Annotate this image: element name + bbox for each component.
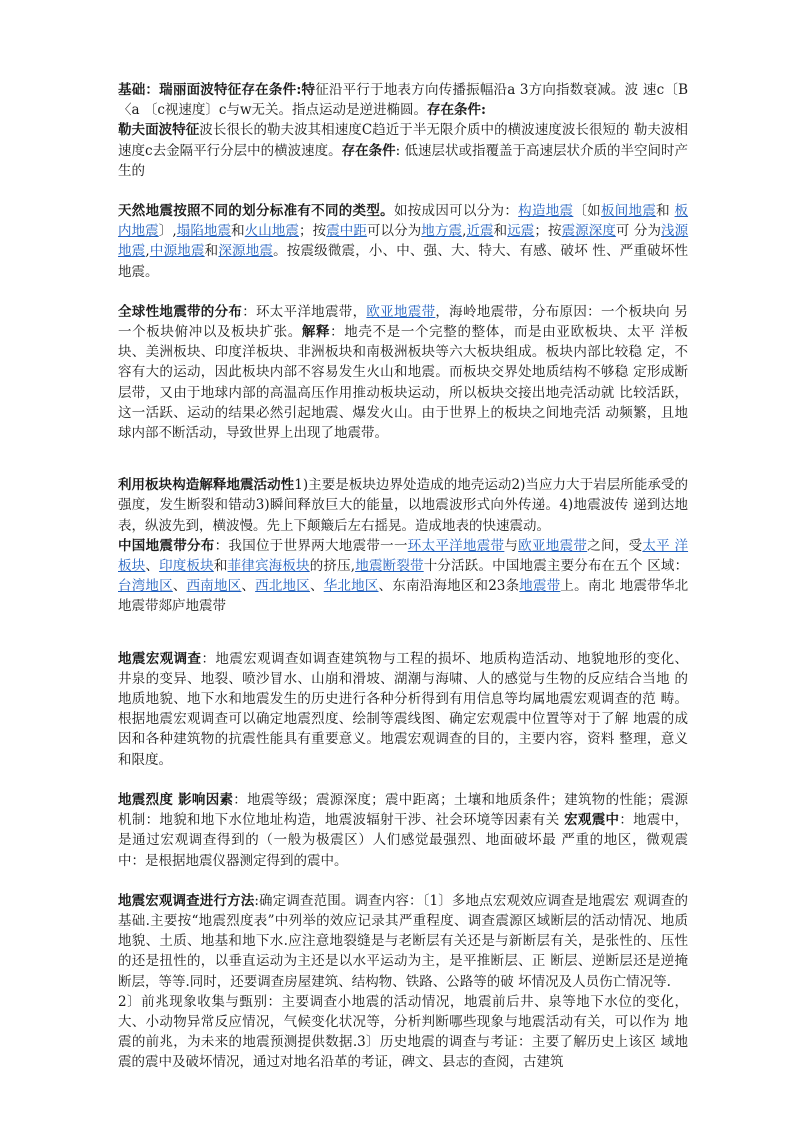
- paragraph-surface-waves: 基础：瑞丽面波特征存在条件:特征沿平行于地表方向传播振幅沿a 3方向指数衰减。波 速c〔B〈a 〔c视速度〕c与w无关。指点运动是逆进椭圆。存在条件: 勒夫面波特征波长很长的勒夫波其相速度C趋近于半无限介质中的横波速度波长很短的 勒夫波相速度c去金隔平行分层中的横波速度。存在条件: 低速层状或指覆盖于高速层状介质的半空间时产生的: [118, 82, 689, 179]
- paragraph-survey-methods: 地震宏观调查进行方法:确定调查范围。调查内容：〔1〕多地点宏观效应调查是地震宏 观调查的基础.主要按“地震烈度表”中列举的效应记录其严重程度、调查震源区域断层的活动情况、地质地貌、土质、地基和地下水.应注意地裂缝是与老断层有关还是与新断层有关，是张性的、压性的还是扭性的，以垂直运动为主还是以水平运动为主，是平推断层、正 断层、逆断层还是逆掩断层，等等.同时，还要调查房屋建筑、结构物、铁路、公路等的破 坏情况及人员伤亡情况等.: [118, 892, 688, 990]
- heading-rayleigh: 基础：瑞丽面波特征存在条件:特: [118, 82, 316, 98]
- paragraph-china-belts: 中国地震带分布：我国位于世界两大地震带一一环太平洋地震带与欧亚地震带之间，受太平 洋板块、印度板块和菲律宾海板块的挤压,地震断裂带十分活跃。中国地震主要分布在五个 区域：台湾地区、西南地区、西北地区、华北地区、东南沿海地区和23条地震带上。南北 地震带华北地震带郯庐地震带: [118, 537, 689, 615]
- link-tectonic-earthquake[interactable]: 构造地震: [518, 203, 574, 220]
- heading-plate-tectonics: 利用板块构造解释地震活动性: [118, 477, 295, 494]
- paragraph-intensity-factors: 地震烈度 影响因素：地震等级；震源深度；震中距离；土壤和地质条件；建筑物的性能；震源机制：地貌和地下水位地址构造，地震波辐射干涉、社会环境等因素有关 宏观震中：地震中，是通过宏观调查得到的（一般为极震区）人们感觉最强烈、地面破坏最 严重的地区，微观震中：是根据地震仪器测定得到的震中。: [118, 791, 689, 869]
- heading-earthquake-types: 天然地震按照不同的划分标准有不同的类型。: [118, 203, 394, 220]
- document-page: [118, 80, 688, 1073]
- paragraph-precursors: 2〕前兆现象收集与甄别：主要调查小地震的活动情况，地震前后井、泉等地下水位的变化， 大、小动物异常反应情况，气候变化状况等，分析判断哪些现象与地震活动有关，可以作为 地震的前兆，为未来的地震预测提供数据.3〕历史地震的调查与考证：主要了解历史上该区 域地震的震中及破坏情况，通过对地名沿革的考证，碑文、县志的查阅，古建筑: [118, 993, 688, 1071]
- link-seismic-belt[interactable]: 地震带: [519, 578, 561, 595]
- link-northwest-region[interactable]: 西北地区: [255, 578, 310, 595]
- link-local-earthquake[interactable]: 地方震: [421, 223, 463, 240]
- heading-macroseismic-survey: 地震宏观调查: [118, 650, 202, 667]
- link-shallow-earthquake[interactable]: 浅源地震: [118, 223, 689, 260]
- link-taiwan-region[interactable]: 台湾地区: [118, 578, 173, 595]
- link-focal-depth[interactable]: 震源深度: [561, 223, 616, 240]
- link-eurasian-belt-2[interactable]: 欧亚地震带: [518, 537, 588, 554]
- link-fault-zone[interactable]: 地震断裂带: [355, 558, 424, 575]
- link-interplate-earthquake[interactable]: 板间地震: [600, 203, 657, 220]
- link-near-earthquake[interactable]: 近震: [466, 223, 494, 240]
- link-collapse-earthquake[interactable]: 塌陷地震: [176, 223, 232, 240]
- heading-global-belts: 全球性地震带的分布: [118, 303, 243, 320]
- link-indian-plate[interactable]: 印度板块: [159, 558, 214, 575]
- link-southwest-region[interactable]: 西南地区: [186, 578, 242, 595]
- link-intraplate-earthquake[interactable]: 板内地震: [118, 203, 689, 240]
- heading-intensity-factors: 地震烈度 影响因素: [118, 791, 234, 808]
- link-distant-earthquake[interactable]: 远震: [507, 223, 535, 240]
- link-north-china-region[interactable]: 华北地区: [323, 578, 379, 595]
- heading-china-belts: 中国地震带分布: [118, 537, 215, 554]
- heading-survey-methods: 地震宏观调查进行方法: [118, 892, 255, 909]
- paragraph-plate-tectonics: 利用板块构造解释地震活动性1)主要是板块边界处造成的地壳运动2)当应力大于岩层所能承受的强度，发生断裂和错动3)瞬间释放巨大的能量，以地震波形式向外传递。4)地震波传 递到达地表，纵波先到，横波慢。先上下颠簸后左右摇晃。造成地表的快速震动。: [118, 477, 689, 534]
- heading-love: 勒夫面波特征: [118, 122, 200, 139]
- paragraph-earthquake-types: 天然地震按照不同的划分标准有不同的类型。如按成因可以分为：构造地震〔如板间地震和 板内地震〕,塌陷地震和火山地震；按震中距可以分为地方震,近震和远震；按震源深度可 分为浅源地震,中源地震和深源地震。按震级微震，小、中、强、大、特大、有感、破坏 性、严重破坏性地震。: [118, 203, 689, 280]
- link-epicentral-distance[interactable]: 震中距: [326, 223, 367, 240]
- link-deep-earthquake[interactable]: 深源地震: [218, 243, 274, 260]
- link-philippine-sea-plate[interactable]: 菲律宾海板块: [227, 558, 310, 575]
- link-eurasian-belt[interactable]: 欧亚地震带: [366, 303, 436, 320]
- paragraph-macroseismic-survey: 地震宏观调查：地震宏观调查如调查建筑物与工程的损坏、地质构造活动、地貌地形的变化、 井泉的变异、地裂、喷沙冒水、山崩和滑坡、湖潮与海啸、人的感觉与生物的反应结合当地 的地质地貌、地下水和地震发生的历史进行各种分析得到有用信息等均属地震宏观调查的范 畴。根据地震宏观调查可以确定地震烈度、绘制等震线图、确定宏观震中位置等对于了解 地震的成因和各种建筑物的抗震性能具有重要意义。地震宏观调查的目的，主要内容，资料 整理，意义和限度。: [118, 650, 689, 768]
- link-intermediate-earthquake[interactable]: 中源地震: [149, 243, 205, 260]
- link-circum-pacific-belt[interactable]: 环太平洋地震带: [407, 537, 505, 554]
- link-volcanic-earthquake[interactable]: 火山地震: [244, 223, 300, 240]
- paragraph-global-seismic-belts: 全球性地震带的分布：环太平洋地震带，欧亚地震带，海岭地震带，分布原因：一个板块向 另一个板块俯冲以及板块扩张。解释：地壳不是一个完整的整体，而是由亚欧板块、太平 洋板块、美洲板块、印度洋板块、非洲板块和南极洲板块等六大板块组成。板块内部比较稳 定，不容有大的运动，因此板块内部不容易发生火山和地震。而板块交界处地质结构不够稳 定形成断层带，又由于地球内部的高温高压作用推动板块运动，所以板块交接出地壳活动就 比较活跃，这一活跃、运动的结果必然引起地震、爆发火山。由于世界上的板块之间地壳活 动频繁，且地球内部不断活动，导致世界上出现了地震带。: [118, 303, 689, 442]
- link-pacific-plate[interactable]: 太平 洋板块: [118, 537, 689, 575]
